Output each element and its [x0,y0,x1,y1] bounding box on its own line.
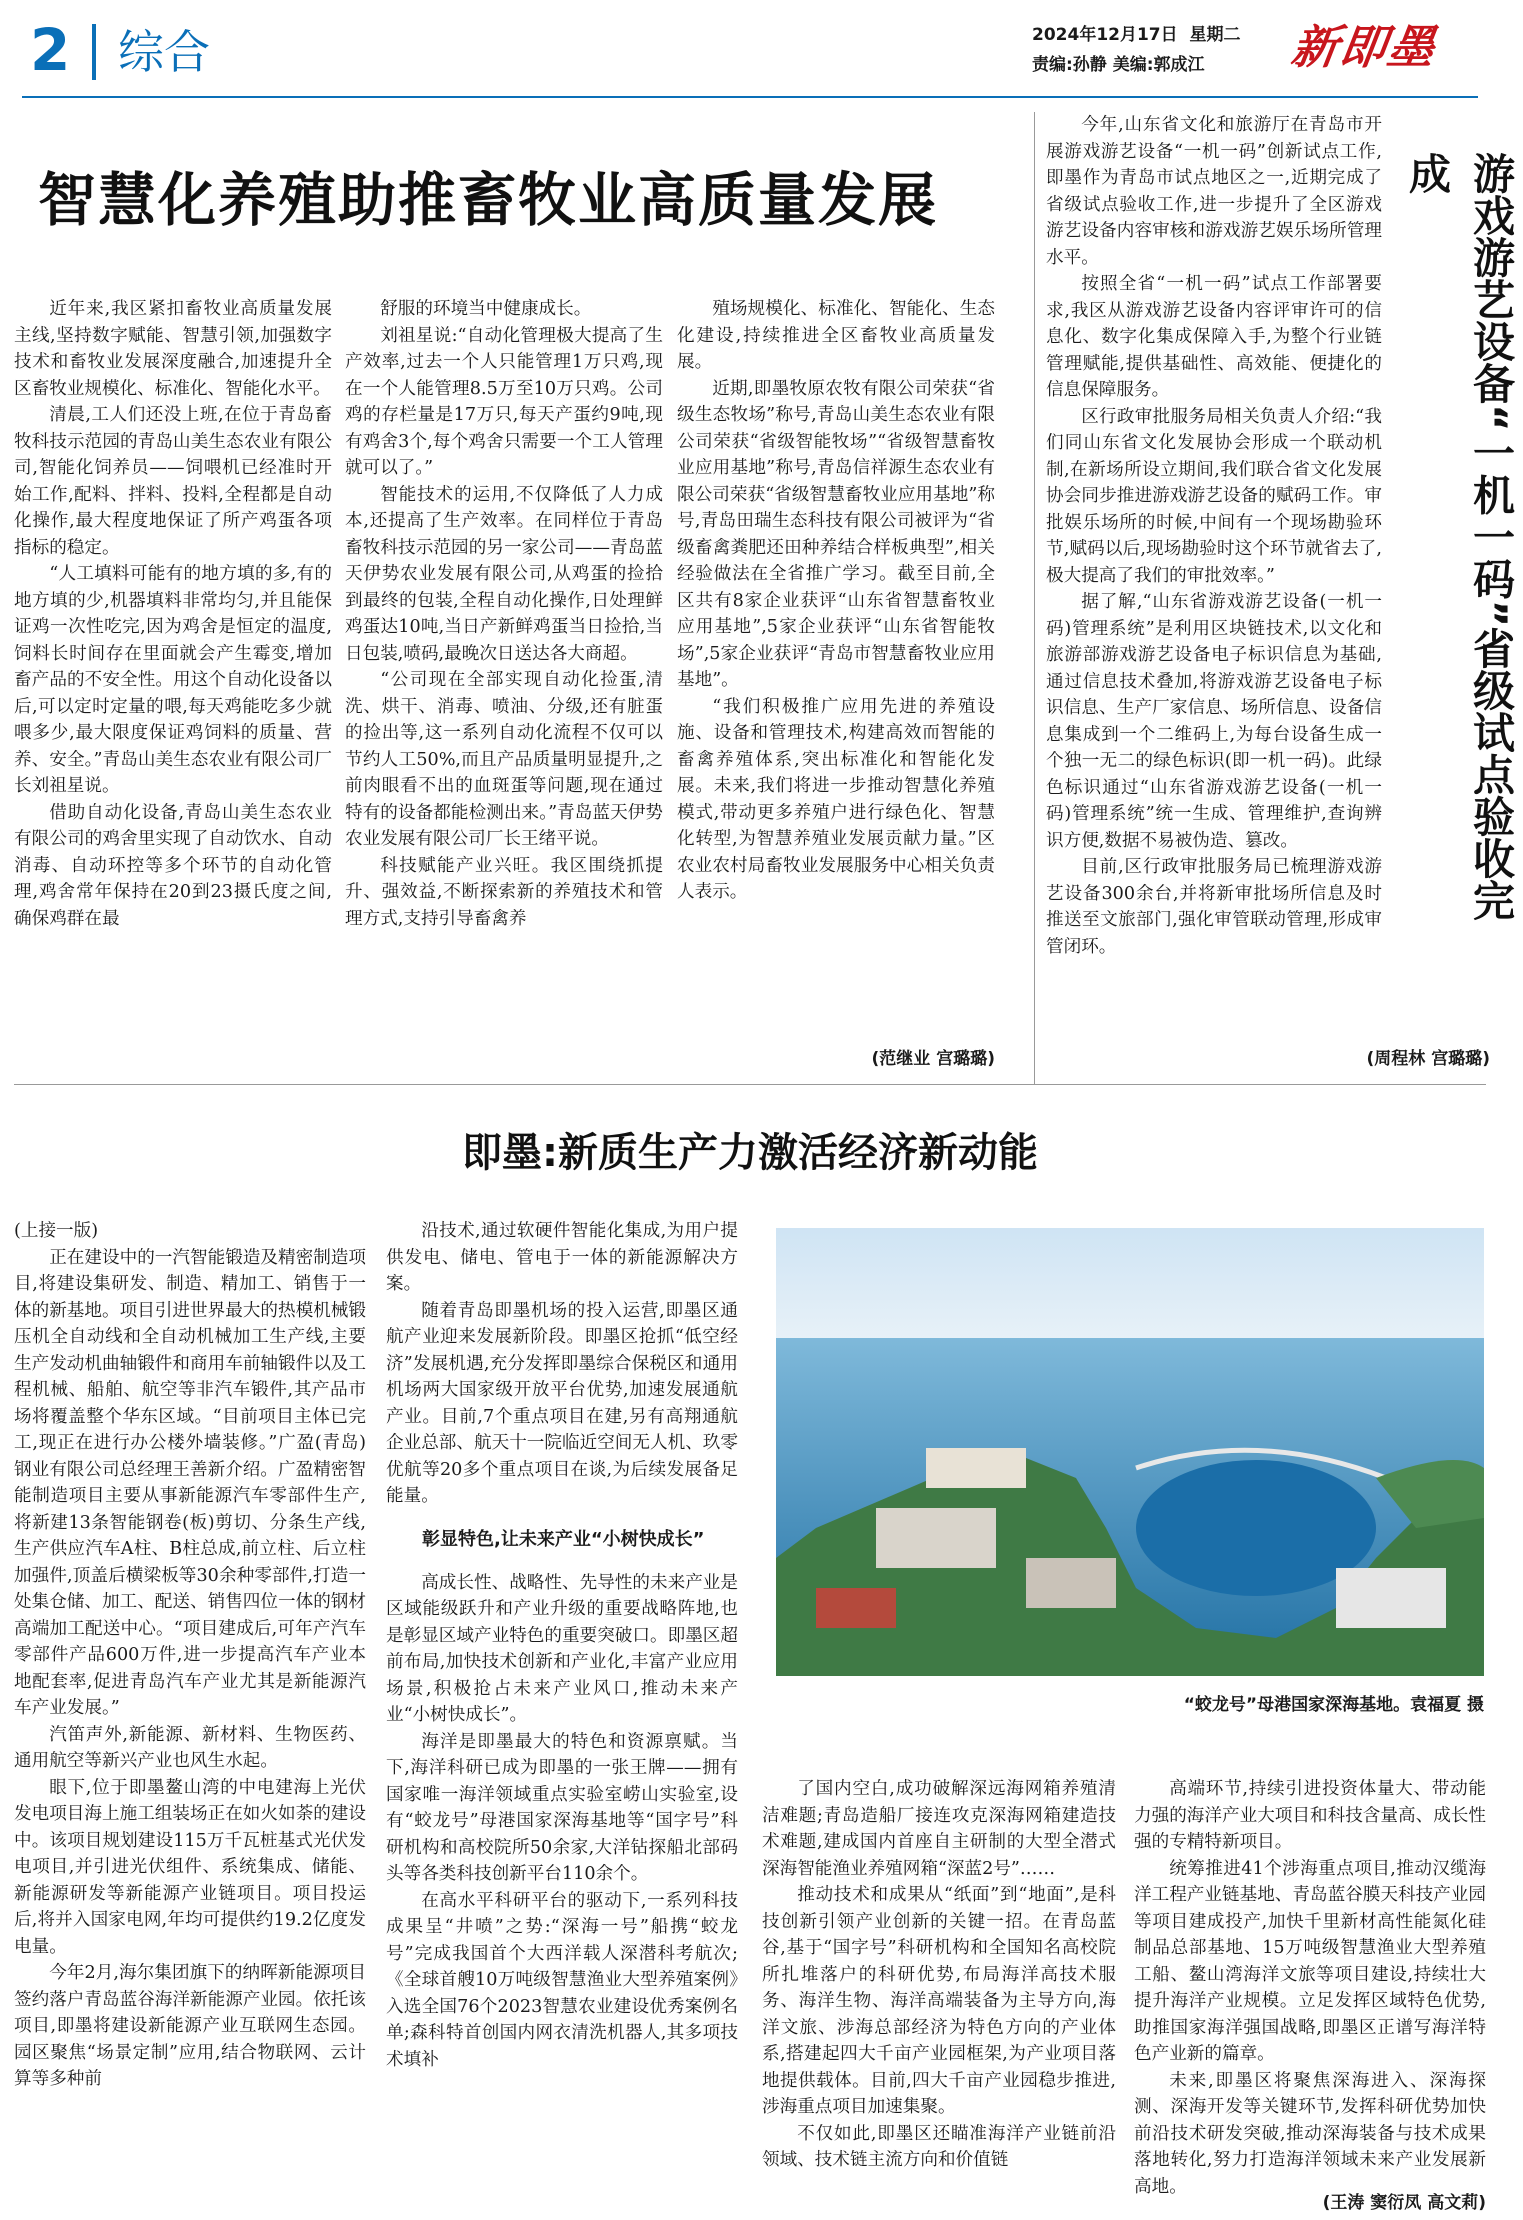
paragraph: 眼下,位于即墨鳌山湾的中电建海上光伏发电项目海上施工组装场正在如火如荼的建设中。该项目规划建设115万千瓦桩基式光伏发电项目,并引进光伏组件、系统集成、储能、新能源研发等新能源产业链项目。项目投运后,将并入国家电网,年均可提供约19.2亿度发电量。 [14,1777,366,1957]
harbor-aerial-photo [776,1228,1484,1676]
issue-date [1032,24,1240,46]
paragraph: 舒服的环境当中健康成长。 [380,299,592,319]
paragraph: 正在建设中的一汽智能锻造及精密制造项目,将建设集研发、制造、精加工、销售于一体的新基地。项目引进世界最大的热模机械锻压机全自动线和全自动机械加工生产线,主要生产发动机曲轴锻件和商用车前轴锻件以及工程机械、船舶、航空等非汽车锻件,其产品市场将覆盖整个华东区域。“目前项目主体已完工,现正在进行办公楼外墙装修。”广盈(青岛)钢业有限公司总经理王善新介绍。广盈精密智能制造项目主要从事新能源汽车零部件生产,将新建13条智能钢卷(板)剪切、分条生产线,生产供应汽车A柱、B柱总成,前立柱、后立柱加强件,顶盖后横梁板等30余种零部件,打造一处集仓储、加工、配送、销售四位一体的钢材高端加工配送中心。“项目建成后,可年产汽车零部件产品600万件,进一步提高汽车产业本地配套率,促进青岛汽车产业尤其是新能源汽车产业发展。” [14,1247,366,1718]
masthead-rule [22,96,1478,98]
article3-column-4 [1134,1776,1486,2200]
paragraph: 今年2月,海尔集团旗下的纳晖新能源项目签约落户青岛蓝谷海洋新能源产业园。依托该项目,即墨将建设新能源产业互联网生态园。园区聚焦“场景定制”应用,结合物联网、云计算等多种前 [14,1963,366,2089]
paragraph: (上接一版) [14,1221,99,1241]
paragraph: 殖场规模化、标准化、智能化、生态化建设,持续推进全区畜牧业高质量发展。 [677,299,995,372]
paragraph: 汽笛声外,新能源、新材料、生物医药、通用航空等新兴产业也风生水起。 [14,1724,366,1771]
article2-column [1046,112,1382,960]
article2-byline: (周程林 宫璐璐) [1366,1049,1490,1069]
paragraph: 推动技术和成果从“纸面”到“地面”,是科技创新引领产业创新的关键一招。在青岛蓝谷,基于“国字号”科研机构和全国知名高校院所扎堆落户的科研优势,布局海洋高技术服务、海洋生物、海洋高端装备为主导方向,海洋文旅、涉海总部经济为特色方向的产业体系,搭建起四大千亩产业园框架,为产业项目落地提供载体。目前,四大千亩产业园稳步推进,涉海重点项目加速集聚。 [762,1885,1116,2117]
paragraph: 统筹推进41个涉海重点项目,推动汉缆海洋工程产业链基地、青岛蓝谷膜天科技产业园等项目建成投产,加快千里新材高性能氮化硅制品总部基地、15万吨级智慧渔业大型养殖工船、鳌山湾海洋文旅等项目建设,持续壮大提升海洋产业规模。立足发挥区域特色优势,助推国家海洋强国战略,即墨区正谱写海洋特色产业新的篇章。 [1134,1858,1486,2064]
paragraph: 随着青岛即墨机场的投入运营,即墨区通航产业迎来发展新阶段。即墨区抢抓“低空经济”发展机遇,充分发挥即墨综合保税区和通用机场两大国家级开放平台优势,加速发展通航产业。目前,7个重点项目在建,另有高翔通航企业总部、航天十一院临近空间无人机、玖零优航等20多个重点项目在谈,为后续发展备足能量。 [386,1300,738,1506]
paragraph: 按照全省“一机一码”试点工作部署要求,我区从游戏游艺设备内容评审许可的信息化、数字化集成保障入手,为整个行业链管理赋能,提供基础性、高效能、便捷化的信息保障服务。 [1046,274,1382,400]
page-number: 2 [30,16,71,84]
newspaper-logo: 新即墨 [1288,20,1440,74]
section-name: 综合 [118,25,210,79]
article3-byline: (王涛 窦衍凤 高文莉) [1322,2193,1486,2213]
paragraph: 了国内空白,成功破解深远海网箱养殖清洁难题;青岛造船厂接连攻克深海网箱建造技术难题,建成国内首座自主研制的大型全潜式深海智能渔业养殖网箱“深蓝2号”…… [762,1779,1116,1879]
paragraph: “人工填料可能有的地方填的多,有的地方填的少,机器填料非常均匀,并且能保证鸡一次性吃完,因为鸡舍是恒定的温度,饲料长时间存在里面就会产生霉变,增加畜产品的不安全性。用这个自动化设备以后,可以定时定量的喂,每天鸡能吃多少就喂多少,最大限度保证鸡饲料的质量、营养、安全。”青岛山美生态农业有限公司厂长刘祖星说。 [14,564,332,796]
masthead [22,16,1478,98]
paragraph: 高端环节,持续引进投资体量大、带动能力强的海洋产业大项目和科技含量高、成长性强的专精特新项目。 [1134,1779,1486,1852]
paragraph: 近期,即墨牧原农牧有限公司荣获“省级生态牧场”称号,青岛山美生态农业有限公司荣获“省级智能牧场”“省级智慧畜牧业应用基地”称号,青岛信祥源生态农业有限公司荣获“省级智慧畜牧业应用基地”称号,青岛田瑞生态科技有限公司被评为“省级畜禽粪肥还田种养结合样板典型”,相关经验做法在全省推广学习。截至目前,全区共有8家企业获评“山东省智慧畜牧业应用基地”,5家企业获评“山东省智能牧场”,5家企业获评“青岛市智慧畜牧业应用基地”。 [677,378,995,690]
weekday-text: 星期二 [1189,25,1241,45]
column-separator [1034,112,1035,1084]
paragraph: 高成长性、战略性、先导性的未来产业是区域能级跃升和产业升级的重要战略阵地,也是彰显区域产业特色的重要突破口。即墨区超前布局,加快技术创新和产业化,丰富产业应用场景,积极抢占未来产业风口,推动未来产业“小树快成长”。 [386,1572,738,1725]
paragraph: 清晨,工人们还没上班,在位于青岛畜牧科技示范园的青岛山美生态农业有限公司,智能化饲养员——饲喂机已经准时开始工作,配料、拌料、投料,全程都是自动化操作,最大程度地保证了所产鸡蛋各项指标的稳定。 [14,405,332,558]
paragraph: 据了解,“山东省游戏游艺设备(一机一码)管理系统”是利用区块链技术,以文化和旅游部游戏游艺设备电子标识信息为基础,通过信息技术叠加,将游戏游艺设备电子标识信息、生产厂家信息、场所信息、设备信息集成到一个二维码上,为每台设备生成一个独一无二的绿色标识(即一机一码)。此绿色标识通过“山东省游戏游艺设备(一机一码)管理系统”统一生成、管理维护,查询辨识方便,数据不易被伪造、篡改。 [1046,592,1382,851]
paragraph: 今年,山东省文化和旅游厅在青岛市开展游戏游艺设备“一机一码”创新试点工作,即墨作为青岛市试点地区之一,近期完成了省级试点验收工作,进一步提升了全区游戏游艺设备内容审核和游戏游艺娱乐场所管理水平。 [1046,115,1382,268]
paragraph: 近年来,我区紧扣畜牧业高质量发展主线,坚持数字赋能、智慧引领,加强数字技术和畜牧业发展深度融合,加速提升全区畜牧业规模化、标准化、智能化水平。 [14,299,332,399]
paragraph: 在高水平科研平台的驱动下,一系列科技成果呈“井喷”之势:“深海一号”船携“蛟龙号”完成我国首个大西洋载人深潜科考航次;《全球首艘10万吨级智慧渔业大型养殖案例》入选全国76个2023智慧农业建设优秀案例名单;森科特首创国内网衣清洗机器人,其多项技术填补 [386,1890,738,2070]
paragraph: 科技赋能产业兴旺。我区围绕抓提升、强效益,不断探索新的养殖技术和管理方式,支持引导畜禽养 [345,855,663,929]
date-text: 2024年12月17日 [1032,25,1178,45]
article3-column-1 [14,1218,366,2093]
section-divider [92,24,96,80]
article1-column-1 [14,296,332,932]
paragraph: 不仅如此,即墨区还瞄准海洋产业链前沿领域、技术链主流方向和价值链 [762,2123,1116,2170]
article3-subhead: 彰显特色,让未来产业“小树快成长” [422,1528,705,1550]
paragraph: 海洋是即墨最大的特色和资源禀赋。当下,海洋科研已成为即墨的一张王牌——拥有国家唯一海洋领域重点实验室崂山实验室,设有“蛟龙号”母港国家深海基地等“国字号”科研机构和高校院所50余家,大洋钻探船北部码头等各类科技创新平台110余个。 [386,1731,738,1884]
paragraph: “我们积极推广应用先进的养殖设施、设备和管理技术,构建高效而智能的畜禽养殖体系,突出标准化和智能化发展。未来,我们将进一步推动智慧化养殖模式,带动更多养殖户进行绿色化、智慧化转型,为智慧养殖业发展贡献力量。”区农业农村局畜牧业发展服务中心相关负责人表示。 [677,696,995,902]
article1-byline: (范继业 宫璐璐) [871,1049,995,1069]
editors-line: 责编:孙静 美编:郭成江 [1032,55,1205,75]
paragraph: 未来,即墨区将聚焦深海进入、深海探测、深海开发等关键环节,发挥科研优势加快前沿技术研发突破,推动深海装备与技术成果落地转化,努力打造海洋领域未来产业发展新高地。 [1134,2070,1486,2197]
paragraph: 智能技术的运用,不仅降低了人力成本,还提高了生产效率。在同样位于青岛畜牧科技示范园的另一家公司——青岛蓝天伊势农业发展有限公司,从鸡蛋的捡拾到最终的包装,全程自动化操作,日处理鲜鸡蛋达10吨,当日产新鲜鸡蛋当日捡拾,当日包装,喷码,最晚次日送达各大商超。 [345,484,663,664]
article3-column-2 [386,1218,738,2073]
article3-column-3 [762,1776,1116,2174]
article2-headline: 游戏游艺设备“一机一码”省级试点验收完成 [1403,152,1516,922]
article1-headline: 智慧化养殖助推畜牧业高质量发展 [38,166,939,234]
section-rule [14,1084,1486,1085]
paragraph: 区行政审批服务局相关负责人介绍:“我们同山东省文化发展协会形成一个联动机制,在新场所设立期间,我们联合省文化发展协会同步推进游戏游艺设备的赋码工作。审批娱乐场所的时候,中间有一个现场勘验环节,赋码以后,现场勘验时这个环节就省去了,极大提高了我们的审批效率。” [1046,406,1382,586]
paragraph: 刘祖星说:“自动化管理极大提高了生产效率,过去一个人只能管理1万只鸡,现在一个人能管理8.5万至10万只鸡。公司鸡的存栏量是17万只,每天产蛋约9吨,现有鸡舍3个,每个鸡舍只需要一个工人管理就可以了。” [345,325,663,478]
photo-caption: “蛟龙号”母港国家深海基地。袁福夏 摄 [1183,1695,1484,1715]
paragraph: 借助自动化设备,青岛山美生态农业有限公司的鸡舍里实现了自动饮水、自动消毒、自动环控等多个环节的自动化管理,鸡舍常年保持在20到23摄氏度之间,确保鸡群在最 [14,802,332,929]
article3-headline: 即墨:新质生产力激活经济新动能 [462,1130,1038,1176]
article1-column-3 [677,296,995,906]
paragraph: “公司现在全部实现自动化捡蛋,清洗、烘干、消毒、喷油、分级,还有脏蛋的捡出等,这一系列自动化流程不仅可以节约人工50%,而且产品质量明显提升,之前肉眼看不出的血斑蛋等问题,现在通过特有的设备都能检测出来。”青岛蓝天伊势农业发展有限公司厂长王绪平说。 [345,670,663,849]
paragraph: 目前,区行政审批服务局已梳理游戏游艺设备300余台,并将新审批场所信息及时推送至文旅部门,强化审管联动管理,形成审管闭环。 [1046,857,1382,957]
article2-title-block [1395,152,1516,932]
photo-illustration [776,1228,1484,1676]
article1-column-2 [345,296,663,932]
paragraph: 沿技术,通过软硬件智能化集成,为用户提供发电、储电、管电于一体的新能源解决方案。 [386,1221,738,1294]
